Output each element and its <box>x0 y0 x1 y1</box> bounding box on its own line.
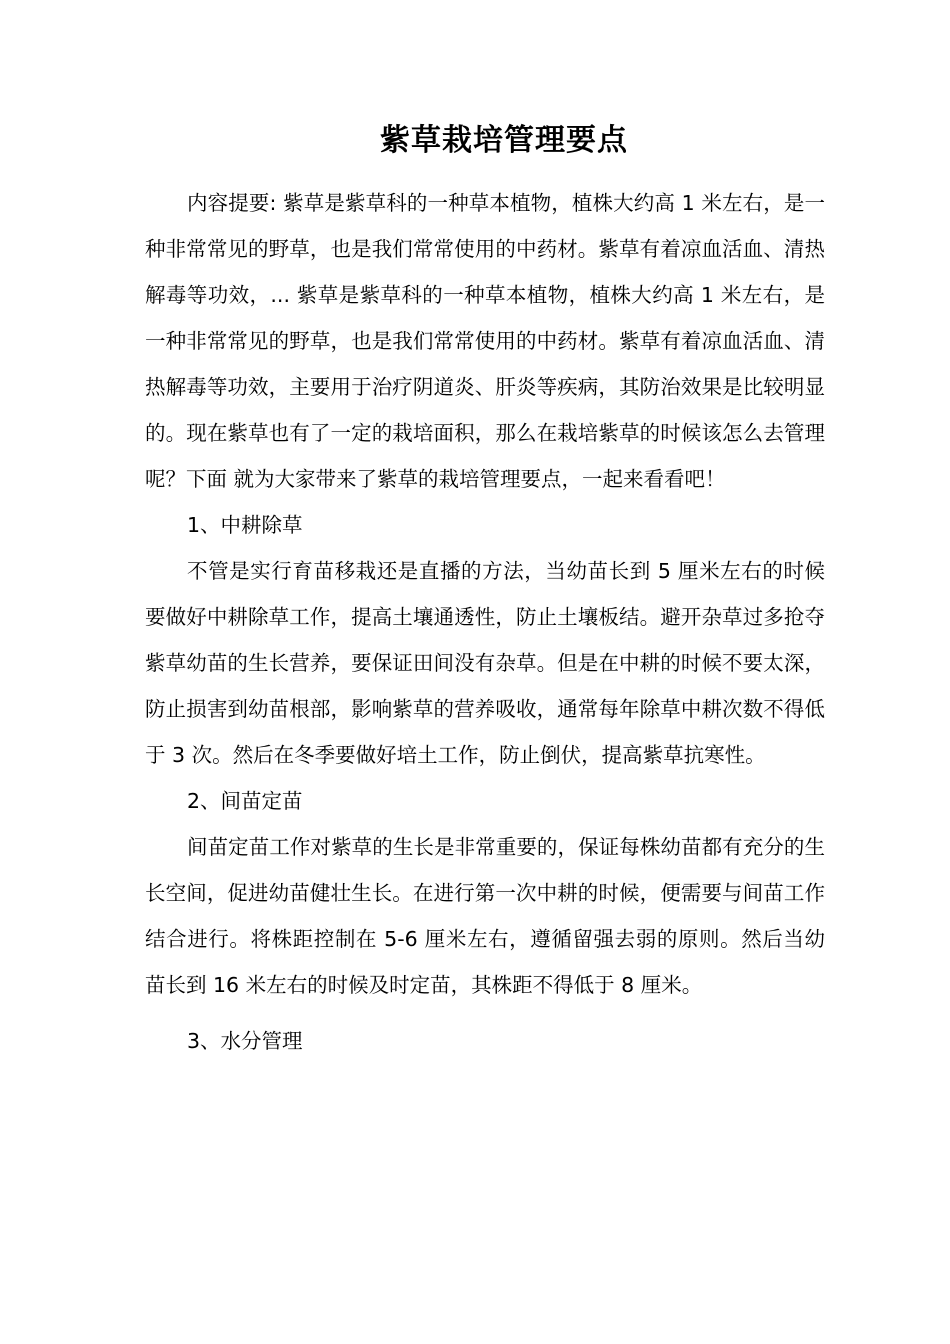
summary-paragraph: 内容提要: 紫草是紫草科的一种草本植物，植株大约高 1 米左右，是一种非常常见的野草，也是我们常常使用的中药材。紫草有着凉血活血、清热解毒等功效，... 紫草是紫草科的一种草本植物，植株大约高 1 米左右，是一种非常常见的野草，也是我们常常使用的中药材。紫草有着凉血活血、清热解毒等功效，主要用于治疗阴道炎、肝炎等疾病，其防治效果是比较明显的。现在紫草也有了一定的栽培面积，那么在栽培紫草的时候该怎么去管理呢？下面 就为大家带来了紫草的栽培管理要点，一起来看看吧！ <box>145 191 825 491</box>
section-paragraph: 间苗定苗工作对紫草的生长是非常重要的，保证每株幼苗都有充分的生长空间，促进幼苗健壮生长。在进行第一次中耕的时候，便需要与间苗工作结合进行。将株距控制在 5-6 厘米左右，遵循留强去弱的原则。然后当幼苗长到 16 米左右的时候及时定苗，其株距不得低于 8 厘米。 <box>145 835 825 997</box>
section-paragraph: 不管是实行育苗移栽还是直播的方法，当幼苗长到 5 厘米左右的时候要做好中耕除草工作，提高土壤通透性，防止土壤板结。避开杂草过多抢夺紫草幼苗的生长营养，要保证田间没有杂草。但是在中耕的时候不要太深，防止损害到幼苗根部，影响紫草的营养吸收，通常每年除草中耕次数不得低于 3 次。然后在冬季要做好培土工作，防止倒伏，提高紫草抗寒性。 <box>145 559 825 767</box>
section-heading: 1、中耕除草 <box>187 513 303 537</box>
section-heading: 3、水分管理 <box>187 1029 303 1053</box>
document-body <box>145 180 825 1064</box>
section-heading: 2、间苗定苗 <box>187 789 303 813</box>
document-title: 紫草栽培管理要点 <box>380 123 628 158</box>
